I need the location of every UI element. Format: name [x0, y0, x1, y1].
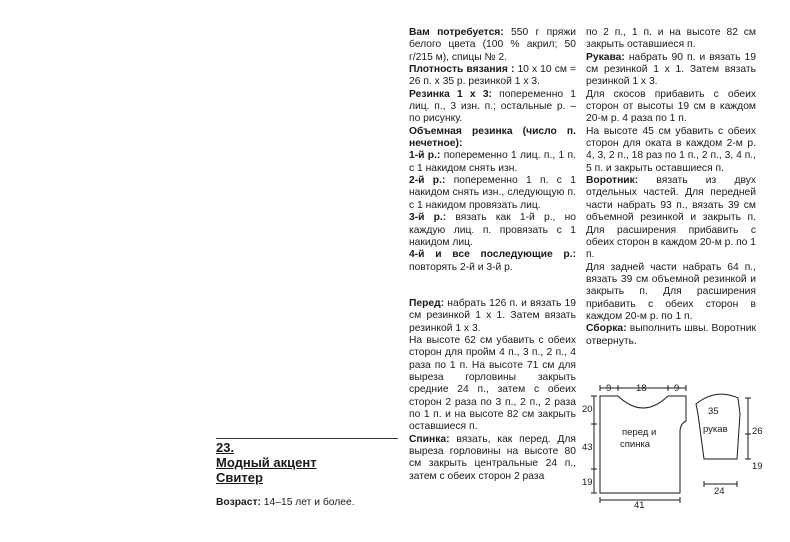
text-column-2 — [586, 27, 756, 348]
row4-label: 4-й и все последующие р.: — [409, 249, 576, 261]
age-line — [216, 497, 406, 508]
density-text: 10 x 10 см = 26 п. x 35 р. резинкой 1 x 3. — [409, 64, 576, 88]
title-divider — [216, 438, 398, 439]
back-text: вязать, как перед. Для выреза горловины на высоте 80 см закрыть центральные 24 п., затем с обеих сторон 2 раза — [409, 433, 576, 482]
dim-armhole: 20 — [582, 404, 593, 415]
front-paragraph-2: На высоте 62 см убавить с обеих сторон для пройм 4 п., 3 п., 2 п., 4 раза по 1 п. На высоте 71 см для выреза горловины закрыть средние 24 п., затем с обеих сторон 2 раза по 3 п., 2 п., 2 раза по 1 п. и на высоте 82 см закрыть оставшиеся п. — [409, 334, 576, 433]
materials-text: 550 г пряжи белого цвета (100 % акрил; 50 г/215 м), спицы № 2. — [409, 27, 577, 63]
dim-height: 43 — [582, 442, 593, 453]
rib-label: Резинка 1 х 3: — [409, 88, 492, 100]
front-label: Перед: — [409, 297, 445, 309]
dim-sleeve-top: 35 — [708, 406, 719, 417]
row4-paragraph — [409, 249, 576, 274]
back-label: Спинка: — [409, 433, 450, 445]
dim-rib: 19 — [582, 477, 593, 488]
sleeves-paragraph-2: Для скосов прибавить с обеих сторон от высоты 19 см в каждом 20-м р. 4 раза по 1 п. — [586, 88, 756, 125]
row1-text: попеременно 1 лиц. п., 1 п. с 1 накидом снять изн. — [409, 150, 576, 174]
volume-rib-heading: Объемная резинка (число п. нечетное): — [409, 125, 576, 150]
rib-text: попеременно 1 лиц. п., 3 изн. п.; остальные р. – по рисунку. — [409, 88, 576, 125]
age-value: 14–15 лет и более. — [260, 497, 355, 508]
dim-sleeve-height: 26 — [752, 426, 763, 437]
back-continued: по 2 п., 1 п. и на высоте 82 см закрыть оставшиеся п. — [586, 27, 756, 51]
density-label: Плотность вязания : — [409, 64, 515, 76]
dim-sleeve-width: 24 — [714, 486, 725, 497]
row1-paragraph — [409, 150, 576, 175]
row4-text: повторять 2-й и 3-й р. — [409, 261, 513, 273]
row2-paragraph — [409, 175, 576, 212]
rib-paragraph — [409, 89, 576, 126]
collar-label: Воротник: — [586, 175, 639, 187]
row3-text: вязать как 1-й р., но каждую лиц. п. провязать с 1 накидом лиц. — [409, 212, 576, 248]
front-text: набрать 126 п. и вязать 19 см резинкой 1 x 1. Затем вязать резинкой 1 x 3. — [409, 297, 576, 334]
row1-label: 1-й р.: — [409, 150, 441, 162]
sleeve-label: рукав — [703, 424, 728, 435]
materials-paragraph — [409, 27, 576, 64]
materials-label: Вам потребуется: — [409, 27, 504, 38]
pattern-title-line1: Модный акцент — [216, 455, 317, 470]
assembly-label: Сборка: — [586, 323, 627, 335]
collar-paragraph-2: Для задней части набрать 64 п., вязать 39 см объемной резинкой и закрыть п. Для расширения прибавить с обеих сторон в каждом 20-м р. по 1 п. — [586, 261, 756, 322]
age-label: Возраст: — [216, 497, 261, 508]
sleeves-label: Рукава: — [586, 51, 625, 63]
assembly-paragraph — [586, 323, 756, 348]
back-paragraph — [409, 434, 576, 483]
front-paragraph — [409, 298, 576, 335]
row2-label: 2-й р.: — [409, 175, 446, 187]
paragraph-gap — [409, 274, 576, 286]
body-label-2: спинка — [620, 439, 651, 450]
pattern-number: 23. — [216, 440, 235, 455]
assembly-text: выполнить швы. Воротник отвернуть. — [586, 323, 756, 347]
sleeves-paragraph — [586, 52, 756, 89]
row2-text: попеременно 1 п. с 1 накидом снять изн., следующую п. с 1 накидом провязать лиц. — [409, 175, 576, 211]
collar-text: вязать из двух отдельных частей. Для передней части набрать 93 п., вязать 39 см объемной резинкой и закрыть п. Для расширения прибавить с обеих сторон в каждом 20-м р. по 1 п. — [586, 175, 756, 261]
dim-width: 41 — [634, 500, 645, 511]
dim-sleeve-rib: 19 — [752, 461, 763, 472]
pattern-title-line2: Свитер — [216, 470, 263, 485]
paragraph-gap — [409, 286, 576, 298]
collar-paragraph — [586, 175, 756, 261]
dim-neck-left: 9 — [606, 383, 612, 394]
row3-paragraph — [409, 212, 576, 249]
pattern-title-block — [216, 440, 406, 508]
sleeves-paragraph-3: На высоте 45 см убавить с обеих сторон для оката в каждом 2-м р. 4, 3, 2 п., 18 раз по 1 п., 2 п., 3, 4 п., 5 п. и закрыть оставшиеся п. — [586, 125, 756, 174]
dim-neck-right: 9 — [674, 383, 680, 394]
row3-label: 3-й р.: — [409, 212, 447, 224]
density-paragraph — [409, 64, 576, 89]
text-column-1 — [409, 27, 576, 483]
dim-neck: 18 — [636, 383, 647, 394]
pattern-schema — [580, 376, 770, 512]
sleeves-text: набрать 90 п. и вязать 19 см резинкой 1 x 1. Затем вязать резинкой 1 x 3. — [586, 51, 756, 88]
body-label-1: перед и — [622, 427, 657, 438]
